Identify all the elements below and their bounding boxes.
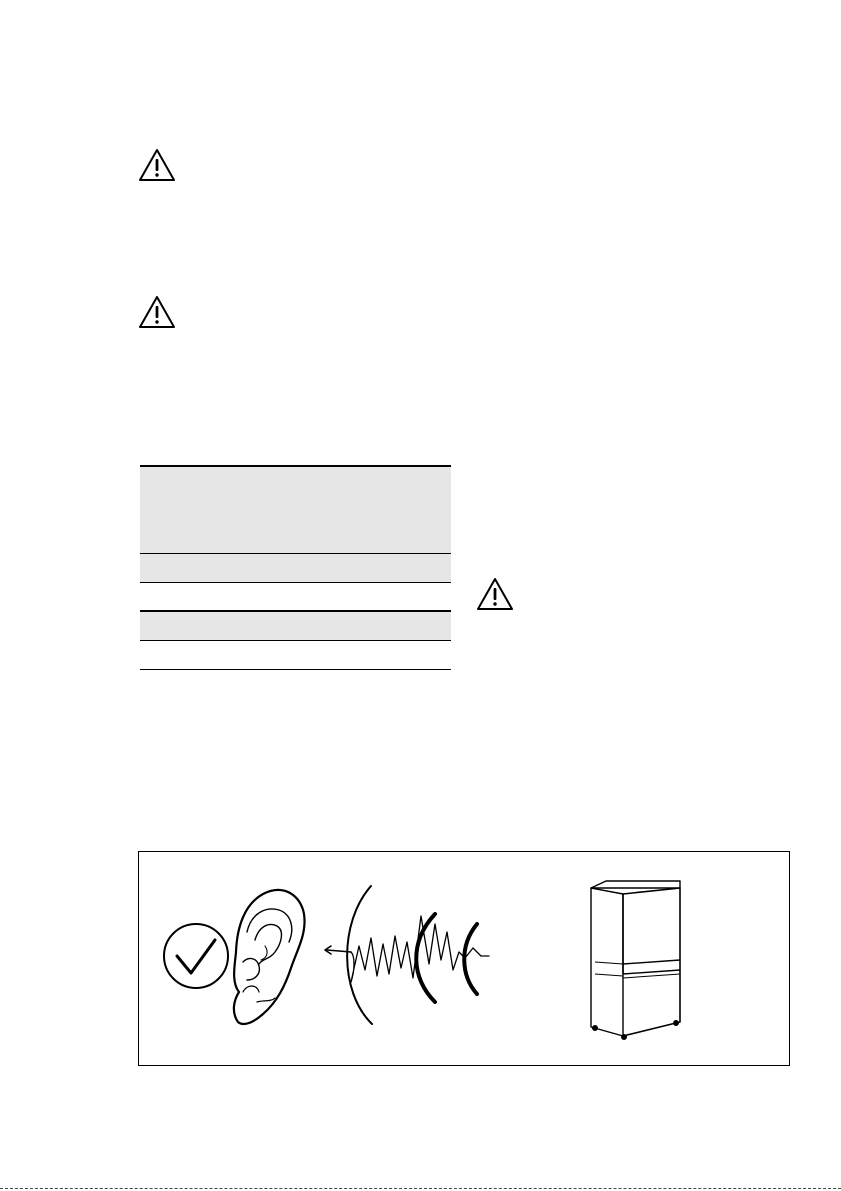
fridge-freezer-icon	[591, 881, 680, 1040]
page-cut-line	[0, 1188, 841, 1189]
warning-triangle-icon	[138, 148, 176, 182]
table-row	[140, 583, 451, 612]
noise-illustration	[138, 851, 790, 1066]
check-circle-icon	[164, 924, 228, 988]
table-row	[140, 612, 451, 641]
table-row	[140, 641, 451, 670]
data-table	[140, 465, 451, 670]
table-row	[140, 554, 451, 583]
ear-icon	[234, 890, 305, 1024]
warning-triangle-icon	[138, 295, 176, 329]
sound-wave-icon	[325, 886, 489, 1024]
warning-triangle-icon	[476, 577, 514, 611]
table-header	[140, 465, 451, 554]
